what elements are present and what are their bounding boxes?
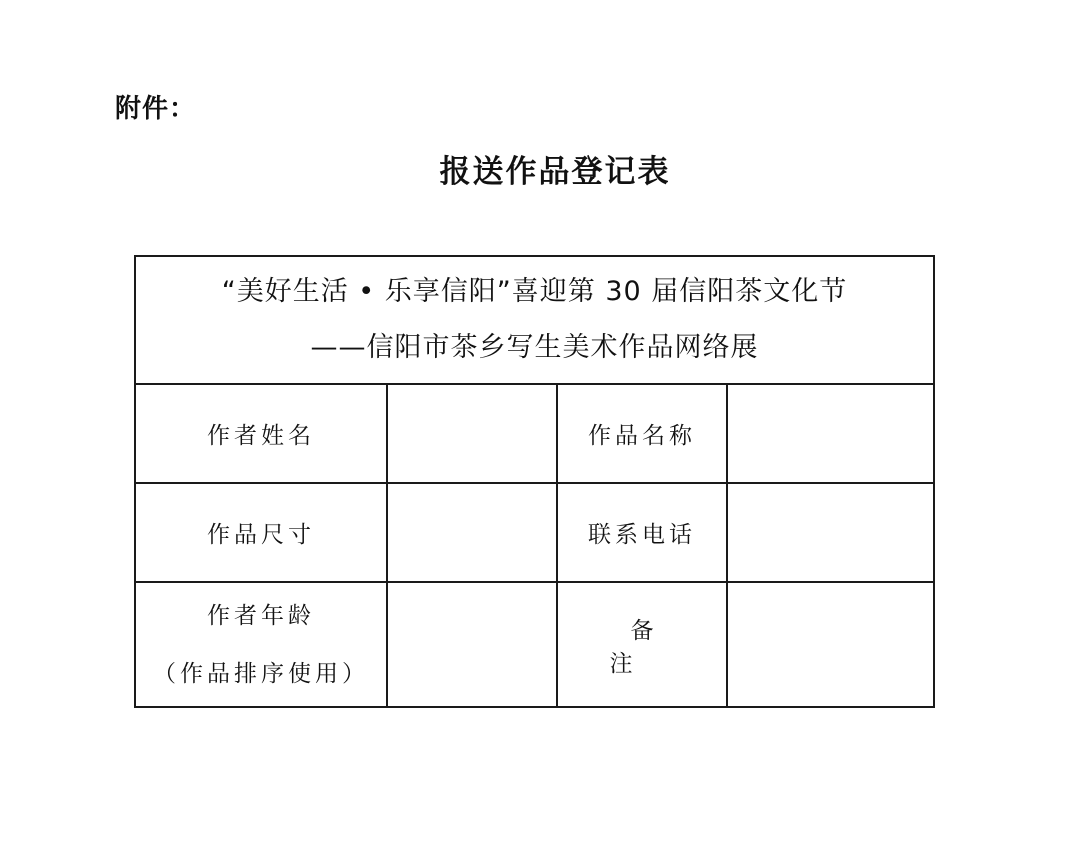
author-name-label: 作者姓名 xyxy=(135,384,387,483)
remarks-field[interactable] xyxy=(727,582,934,707)
author-age-field[interactable] xyxy=(387,582,557,707)
work-size-label: 作品尺寸 xyxy=(135,483,387,582)
author-age-label: 作者年龄 xyxy=(207,602,315,629)
table-header-cell xyxy=(135,256,934,384)
author-age-label-cell xyxy=(135,582,387,707)
table-row xyxy=(135,384,934,483)
attachment-label: 附件： xyxy=(115,94,197,124)
contact-phone-label: 联系电话 xyxy=(557,483,727,582)
registration-table xyxy=(134,255,935,708)
work-title-label: 作品名称 xyxy=(557,384,727,483)
table-header-row xyxy=(135,256,934,384)
work-title-field[interactable] xyxy=(727,384,934,483)
table-header-line1: “美好生活 • 乐享信阳”喜迎第 30 届信阳茶文化节 xyxy=(221,276,848,307)
form-title: 报送作品登记表 xyxy=(439,154,671,190)
work-size-field[interactable] xyxy=(387,483,557,582)
contact-phone-field[interactable] xyxy=(727,483,934,582)
remarks-label-cell xyxy=(557,582,727,707)
author-name-field[interactable] xyxy=(387,384,557,483)
remarks-label: 备注 xyxy=(609,617,696,677)
table-header-line2: ——信阳市茶乡写生美术作品网络展 xyxy=(310,332,759,363)
table-row xyxy=(135,483,934,582)
author-age-note: （作品排序使用） xyxy=(153,660,369,687)
table-row xyxy=(135,582,934,707)
